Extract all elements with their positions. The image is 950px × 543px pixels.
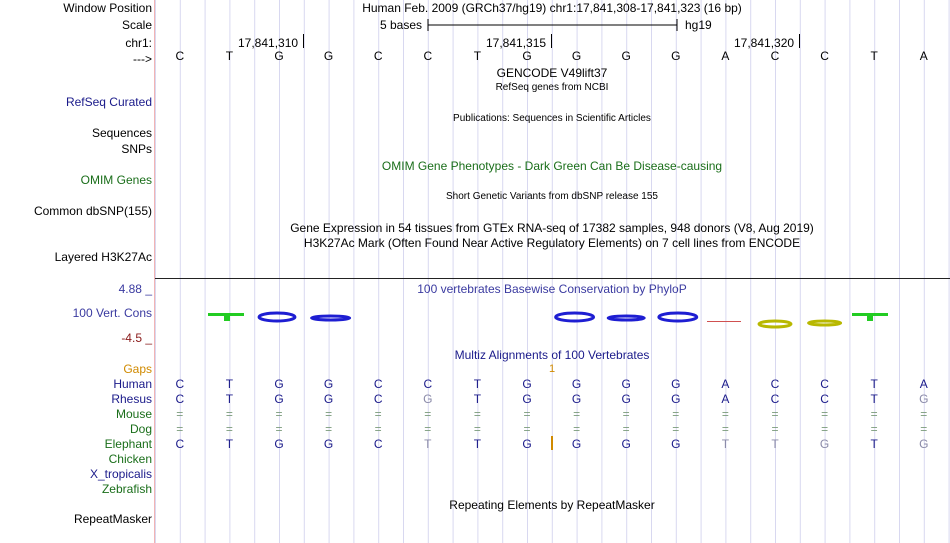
aligned-base: =	[275, 422, 283, 436]
repeatmasker-label[interactable]: RepeatMasker	[73, 512, 152, 526]
genome-base: T	[870, 49, 878, 63]
genome-base: G	[323, 49, 334, 63]
aligned-base: =	[424, 407, 432, 421]
sequences-label[interactable]: Sequences	[91, 126, 152, 140]
aligned-base: T	[424, 437, 432, 451]
refseq-track-subtitle[interactable]: RefSeq genes from NCBI	[495, 82, 609, 93]
scale-db: hg19	[685, 18, 712, 32]
species-label-human[interactable]: Human	[113, 377, 152, 391]
phylop-t-glyph	[224, 313, 230, 321]
aligned-base: T	[721, 437, 730, 451]
window-position-value[interactable]: Human Feb. 2009 (GRCh37/hg19) chr1:17,841,308-17,841,323 (16 bp)	[362, 1, 742, 15]
aligned-base: G	[919, 437, 929, 451]
genome-base: C	[423, 49, 433, 63]
aligned-base: T	[771, 437, 779, 451]
refseq-curated-label[interactable]: RefSeq Curated	[65, 95, 152, 109]
phylop-c-glyph	[809, 321, 841, 325]
aligned-base: G	[522, 437, 532, 451]
aligned-base: =	[225, 407, 233, 421]
aligned-base: C	[423, 377, 433, 391]
h3k27ac-track-title[interactable]: H3K27Ac Mark (Often Found Near Active Regulatory Elements) on 7 cell lines from ENCODE	[303, 236, 801, 250]
genome-base: G	[671, 49, 681, 63]
common-dbsnp-label[interactable]: Common dbSNP(155)	[33, 204, 152, 218]
aligned-base: T	[225, 377, 234, 391]
aligned-base: G	[671, 437, 681, 451]
aligned-base: G	[571, 437, 582, 451]
aligned-base: A	[721, 392, 730, 406]
gap-count: 1	[548, 363, 556, 375]
tick-label: 17,841,320	[734, 36, 795, 50]
phylop-a-glyph	[707, 321, 741, 322]
aligned-base: =	[374, 407, 382, 421]
aligned-base: T	[473, 437, 482, 451]
aligned-base: =	[622, 422, 630, 436]
omim-track-title[interactable]: OMIM Gene Phenotypes - Dark Green Can Be Disease-causing	[381, 159, 723, 173]
scale-label: Scale	[121, 18, 152, 32]
aligned-base: C	[175, 392, 185, 406]
aligned-base: G	[621, 392, 631, 406]
aligned-base: =	[821, 407, 829, 421]
genome-base: C	[373, 49, 383, 63]
genome-base: T	[473, 49, 482, 63]
aligned-base: G	[274, 377, 284, 391]
aligned-base: =	[721, 422, 729, 436]
aligned-base: C	[373, 437, 383, 451]
aligned-base: =	[325, 422, 333, 436]
strand-label: --->	[133, 52, 152, 66]
repeatmasker-track-title[interactable]: Repeating Elements by RepeatMasker	[449, 498, 655, 512]
aligned-base: =	[870, 407, 878, 421]
species-label-zebrafish[interactable]: Zebrafish	[101, 482, 152, 496]
aligned-base: G	[621, 437, 631, 451]
phylop-g-glyph	[312, 316, 350, 320]
phylop-c-glyph	[759, 321, 791, 327]
dbsnp-track-title[interactable]: Short Genetic Variants from dbSNP release 155	[446, 191, 658, 202]
aligned-base: T	[473, 377, 482, 391]
aligned-base: =	[920, 422, 928, 436]
species-label-elephant[interactable]: Elephant	[104, 437, 152, 451]
aligned-base: A	[721, 377, 730, 391]
aligned-base: =	[622, 407, 630, 421]
aligned-base: C	[820, 392, 829, 406]
aligned-base: G	[522, 392, 532, 406]
aligned-base: =	[424, 422, 432, 436]
aligned-base: =	[275, 407, 283, 421]
aligned-base: G	[323, 437, 334, 451]
aligned-base: =	[473, 422, 481, 436]
aligned-base: =	[523, 407, 531, 421]
tick-label: 17,841,315	[486, 36, 547, 50]
species-label-mouse[interactable]: Mouse	[115, 407, 152, 421]
aligned-base: T	[870, 377, 878, 391]
aligned-base: =	[721, 407, 729, 421]
aligned-base: T	[473, 392, 482, 406]
aligned-base: G	[274, 392, 284, 406]
aligned-base: =	[870, 422, 878, 436]
genome-base: G	[274, 49, 284, 63]
phylop-g-glyph	[608, 316, 644, 320]
genome-base: C	[820, 49, 829, 63]
aligned-base: G	[323, 377, 334, 391]
gencode-track-title[interactable]: GENCODE V49lift37	[496, 66, 608, 80]
aligned-base: =	[523, 422, 531, 436]
aligned-base: G	[571, 377, 582, 391]
window-position-label: Window Position	[63, 1, 152, 15]
aligned-base: C	[820, 377, 829, 391]
phylop-g-glyph	[556, 313, 594, 321]
aligned-base: =	[176, 422, 184, 436]
publications-track-title[interactable]: Publications: Sequences in Scientific Articles	[453, 113, 651, 124]
aligned-base: T	[225, 437, 234, 451]
aligned-base: G	[571, 392, 582, 406]
aligned-base: G	[671, 377, 681, 391]
aligned-base: G	[819, 437, 830, 451]
genome-base: A	[919, 49, 928, 63]
aligned-base: G	[671, 392, 681, 406]
aligned-base: C	[373, 392, 383, 406]
aligned-base: =	[821, 422, 829, 436]
scale-bases: 5 bases	[380, 18, 423, 32]
aligned-base: G	[423, 392, 433, 406]
aligned-base: =	[920, 407, 928, 421]
omim-genes-label[interactable]: OMIM Genes	[80, 173, 152, 187]
aligned-base: =	[325, 407, 333, 421]
cons-min-label: -4.5 _	[121, 331, 152, 345]
aligned-base: C	[175, 437, 185, 451]
aligned-base: A	[919, 377, 928, 391]
species-label-x_tropicalis[interactable]: X_tropicalis	[89, 467, 152, 481]
multiz-track-title[interactable]: Multiz Alignments of 100 Vertebrates	[454, 348, 650, 362]
gap-marker	[551, 436, 553, 450]
genome-base: C	[175, 49, 185, 63]
aligned-base: =	[573, 407, 581, 421]
phylop-t-glyph	[867, 313, 873, 321]
aligned-base: C	[373, 377, 383, 391]
aligned-base: G	[522, 377, 532, 391]
genome-base: G	[522, 49, 532, 63]
aligned-base: C	[770, 377, 780, 391]
aligned-base: T	[870, 437, 878, 451]
aligned-base: =	[225, 422, 233, 436]
genome-base: A	[721, 49, 730, 63]
cons-max-label: 4.88 _	[118, 282, 152, 296]
aligned-base: G	[274, 437, 284, 451]
tick-label: 17,841,310	[238, 36, 299, 50]
species-label-rhesus[interactable]: Rhesus	[111, 392, 152, 406]
aligned-base: =	[176, 407, 184, 421]
species-label-chicken[interactable]: Chicken	[108, 452, 152, 466]
aligned-base: T	[225, 392, 234, 406]
aligned-base: =	[473, 407, 481, 421]
genome-base: G	[571, 49, 582, 63]
vert-cons-label[interactable]: 100 Vert. Cons	[72, 306, 152, 320]
aligned-base: =	[374, 422, 382, 436]
aligned-base: =	[771, 422, 779, 436]
aligned-base: G	[323, 392, 334, 406]
genome-base: C	[770, 49, 780, 63]
phylop-track-title[interactable]: 100 vertebrates Basewise Conservation by PhyloP	[417, 282, 687, 296]
aligned-base: T	[870, 392, 878, 406]
aligned-base: G	[919, 392, 929, 406]
gtex-track-title[interactable]: Gene Expression in 54 tissues from GTEx RNA-seq of 17382 samples, 948 donors (V8, Aug 2019)	[290, 221, 814, 235]
aligned-base: =	[573, 422, 581, 436]
phylop-g-glyph	[259, 313, 295, 321]
gaps-label[interactable]: Gaps	[123, 362, 152, 376]
genome-base: T	[225, 49, 234, 63]
layered-h3k27ac-label[interactable]: Layered H3K27Ac	[54, 250, 152, 264]
aligned-base: =	[672, 422, 680, 436]
aligned-base: G	[621, 377, 631, 391]
phylop-g-glyph	[659, 313, 697, 321]
genome-base: G	[621, 49, 631, 63]
aligned-base: C	[175, 377, 185, 391]
aligned-base: =	[771, 407, 779, 421]
snps-label[interactable]: SNPs	[121, 142, 152, 156]
aligned-base: =	[672, 407, 680, 421]
aligned-base: C	[770, 392, 780, 406]
chrom-label: chr1:	[125, 36, 152, 50]
species-label-dog[interactable]: Dog	[129, 422, 152, 436]
